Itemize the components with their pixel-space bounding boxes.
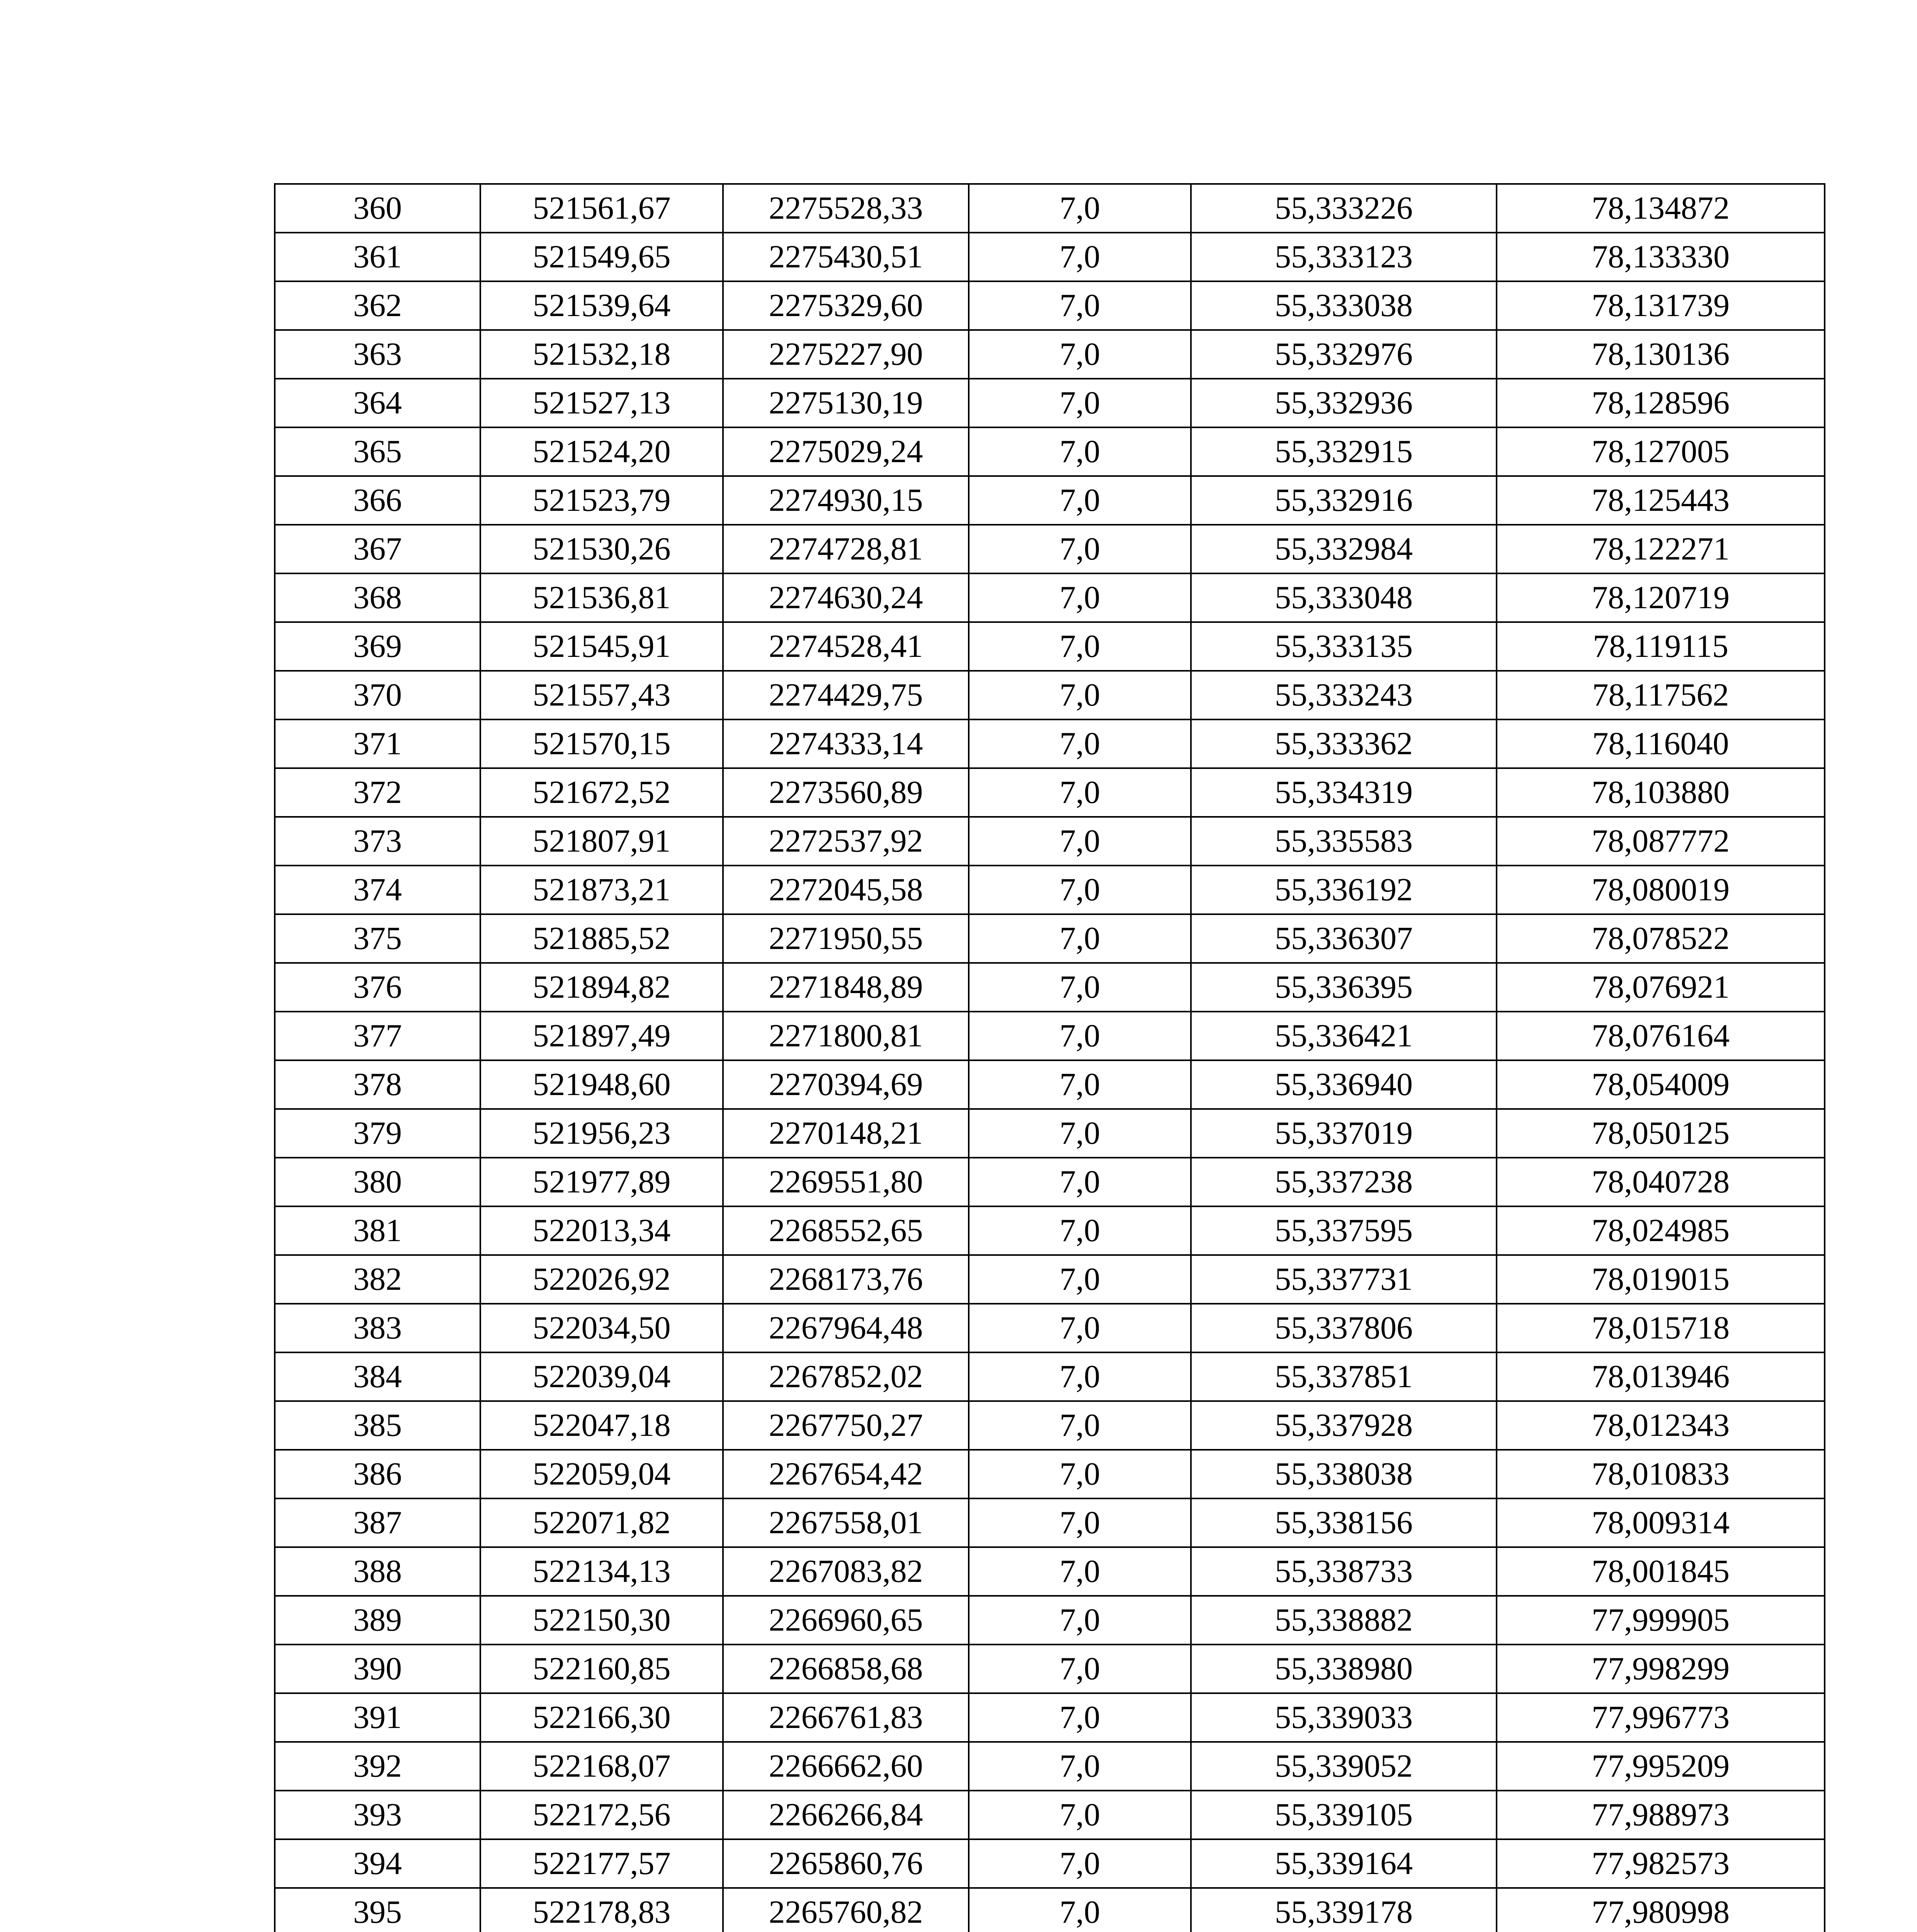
- latitude-cell: 55,336395: [1191, 963, 1497, 1012]
- y-coordinate-cell: 2272537,92: [723, 817, 969, 866]
- x-coordinate-cell: 521523,79: [480, 476, 723, 525]
- error-cell: 7,0: [969, 622, 1191, 671]
- table-row: [275, 1401, 1825, 1450]
- point-number-cell: 388: [275, 1547, 480, 1596]
- x-coordinate-cell: 521530,26: [480, 525, 723, 573]
- x-coordinate-cell: 521672,52: [480, 768, 723, 817]
- point-number-cell: 381: [275, 1206, 480, 1255]
- point-number-cell: 394: [275, 1839, 480, 1888]
- table-row: [275, 525, 1825, 573]
- x-coordinate-cell: 522039,04: [480, 1352, 723, 1401]
- error-cell: 7,0: [969, 719, 1191, 768]
- y-coordinate-cell: 2269551,80: [723, 1158, 969, 1206]
- error-cell: 7,0: [969, 427, 1191, 476]
- x-coordinate-cell: 522166,30: [480, 1693, 723, 1742]
- y-coordinate-cell: 2274333,14: [723, 719, 969, 768]
- longitude-cell: 78,133330: [1497, 233, 1825, 281]
- point-number-cell: 379: [275, 1109, 480, 1158]
- point-number-cell: 393: [275, 1791, 480, 1839]
- longitude-cell: 78,087772: [1497, 817, 1825, 866]
- longitude-cell: 78,024985: [1497, 1206, 1825, 1255]
- table-row: [275, 427, 1825, 476]
- point-number-cell: 390: [275, 1645, 480, 1693]
- latitude-cell: 55,333038: [1191, 281, 1497, 330]
- point-number-cell: 369: [275, 622, 480, 671]
- x-coordinate-cell: 521557,43: [480, 671, 723, 719]
- table-row: [275, 1158, 1825, 1206]
- table-row: [275, 1839, 1825, 1888]
- latitude-cell: 55,334319: [1191, 768, 1497, 817]
- longitude-cell: 78,080019: [1497, 866, 1825, 914]
- x-coordinate-cell: 521527,13: [480, 379, 723, 427]
- longitude-cell: 78,076164: [1497, 1012, 1825, 1060]
- point-number-cell: 380: [275, 1158, 480, 1206]
- latitude-cell: 55,333362: [1191, 719, 1497, 768]
- latitude-cell: 55,332916: [1191, 476, 1497, 525]
- y-coordinate-cell: 2267558,01: [723, 1498, 969, 1547]
- table-row: [275, 379, 1825, 427]
- latitude-cell: 55,333123: [1191, 233, 1497, 281]
- error-cell: 7,0: [969, 1547, 1191, 1596]
- error-cell: 7,0: [969, 1596, 1191, 1645]
- point-number-cell: 378: [275, 1060, 480, 1109]
- point-number-cell: 364: [275, 379, 480, 427]
- y-coordinate-cell: 2266662,60: [723, 1742, 969, 1791]
- error-cell: 7,0: [969, 1012, 1191, 1060]
- error-cell: 7,0: [969, 914, 1191, 963]
- x-coordinate-cell: 522134,13: [480, 1547, 723, 1596]
- point-number-cell: 365: [275, 427, 480, 476]
- x-coordinate-cell: 521545,91: [480, 622, 723, 671]
- y-coordinate-cell: 2265760,82: [723, 1888, 969, 1932]
- latitude-cell: 55,336940: [1191, 1060, 1497, 1109]
- x-coordinate-cell: 521536,81: [480, 573, 723, 622]
- coordinates-table-body: [275, 184, 1825, 1932]
- point-number-cell: 373: [275, 817, 480, 866]
- longitude-cell: 77,998299: [1497, 1645, 1825, 1693]
- error-cell: 7,0: [969, 1060, 1191, 1109]
- error-cell: 7,0: [969, 330, 1191, 379]
- x-coordinate-cell: 521807,91: [480, 817, 723, 866]
- latitude-cell: 55,333048: [1191, 573, 1497, 622]
- table-row: [275, 573, 1825, 622]
- x-coordinate-cell: 521894,82: [480, 963, 723, 1012]
- y-coordinate-cell: 2268173,76: [723, 1255, 969, 1304]
- x-coordinate-cell: 522026,92: [480, 1255, 723, 1304]
- table-row: [275, 671, 1825, 719]
- longitude-cell: 78,120719: [1497, 573, 1825, 622]
- longitude-cell: 78,078522: [1497, 914, 1825, 963]
- table-row: [275, 1888, 1825, 1932]
- x-coordinate-cell: 522168,07: [480, 1742, 723, 1791]
- y-coordinate-cell: 2271848,89: [723, 963, 969, 1012]
- y-coordinate-cell: 2267654,42: [723, 1450, 969, 1498]
- longitude-cell: 77,995209: [1497, 1742, 1825, 1791]
- latitude-cell: 55,336192: [1191, 866, 1497, 914]
- latitude-cell: 55,333226: [1191, 184, 1497, 233]
- point-number-cell: 366: [275, 476, 480, 525]
- table-row: [275, 1450, 1825, 1498]
- table-row: [275, 622, 1825, 671]
- longitude-cell: 77,996773: [1497, 1693, 1825, 1742]
- point-number-cell: 375: [275, 914, 480, 963]
- y-coordinate-cell: 2274930,15: [723, 476, 969, 525]
- point-number-cell: 384: [275, 1352, 480, 1401]
- x-coordinate-cell: 522150,30: [480, 1596, 723, 1645]
- error-cell: 7,0: [969, 1206, 1191, 1255]
- point-number-cell: 372: [275, 768, 480, 817]
- x-coordinate-cell: 522071,82: [480, 1498, 723, 1547]
- y-coordinate-cell: 2274728,81: [723, 525, 969, 573]
- point-number-cell: 385: [275, 1401, 480, 1450]
- point-number-cell: 392: [275, 1742, 480, 1791]
- error-cell: 7,0: [969, 1498, 1191, 1547]
- point-number-cell: 386: [275, 1450, 480, 1498]
- error-cell: 7,0: [969, 281, 1191, 330]
- table-row: [275, 719, 1825, 768]
- y-coordinate-cell: 2271800,81: [723, 1012, 969, 1060]
- longitude-cell: 78,050125: [1497, 1109, 1825, 1158]
- table-row: [275, 1352, 1825, 1401]
- y-coordinate-cell: 2273560,89: [723, 768, 969, 817]
- error-cell: 7,0: [969, 1888, 1191, 1932]
- longitude-cell: 78,134872: [1497, 184, 1825, 233]
- y-coordinate-cell: 2267750,27: [723, 1401, 969, 1450]
- longitude-cell: 78,054009: [1497, 1060, 1825, 1109]
- error-cell: 7,0: [969, 768, 1191, 817]
- point-number-cell: 370: [275, 671, 480, 719]
- longitude-cell: 78,119115: [1497, 622, 1825, 671]
- x-coordinate-cell: 521561,67: [480, 184, 723, 233]
- y-coordinate-cell: 2266960,65: [723, 1596, 969, 1645]
- longitude-cell: 78,076921: [1497, 963, 1825, 1012]
- error-cell: 7,0: [969, 1693, 1191, 1742]
- x-coordinate-cell: 522177,57: [480, 1839, 723, 1888]
- point-number-cell: 360: [275, 184, 480, 233]
- longitude-cell: 78,128596: [1497, 379, 1825, 427]
- y-coordinate-cell: 2265860,76: [723, 1839, 969, 1888]
- longitude-cell: 78,130136: [1497, 330, 1825, 379]
- x-coordinate-cell: 522047,18: [480, 1401, 723, 1450]
- table-row: [275, 1645, 1825, 1693]
- table-row: [275, 1791, 1825, 1839]
- table-row: [275, 330, 1825, 379]
- y-coordinate-cell: 2266761,83: [723, 1693, 969, 1742]
- x-coordinate-cell: 522059,04: [480, 1450, 723, 1498]
- y-coordinate-cell: 2266266,84: [723, 1791, 969, 1839]
- error-cell: 7,0: [969, 1401, 1191, 1450]
- latitude-cell: 55,339052: [1191, 1742, 1497, 1791]
- longitude-cell: 78,040728: [1497, 1158, 1825, 1206]
- y-coordinate-cell: 2266858,68: [723, 1645, 969, 1693]
- table-row: [275, 1206, 1825, 1255]
- x-coordinate-cell: 521524,20: [480, 427, 723, 476]
- point-number-cell: 376: [275, 963, 480, 1012]
- y-coordinate-cell: 2275329,60: [723, 281, 969, 330]
- latitude-cell: 55,337019: [1191, 1109, 1497, 1158]
- longitude-cell: 77,988973: [1497, 1791, 1825, 1839]
- point-number-cell: 368: [275, 573, 480, 622]
- latitude-cell: 55,338156: [1191, 1498, 1497, 1547]
- y-coordinate-cell: 2272045,58: [723, 866, 969, 914]
- latitude-cell: 55,336421: [1191, 1012, 1497, 1060]
- latitude-cell: 55,332976: [1191, 330, 1497, 379]
- latitude-cell: 55,339033: [1191, 1693, 1497, 1742]
- y-coordinate-cell: 2275130,19: [723, 379, 969, 427]
- point-number-cell: 382: [275, 1255, 480, 1304]
- y-coordinate-cell: 2274630,24: [723, 573, 969, 622]
- point-number-cell: 367: [275, 525, 480, 573]
- point-number-cell: 363: [275, 330, 480, 379]
- table-row: [275, 963, 1825, 1012]
- point-number-cell: 389: [275, 1596, 480, 1645]
- table-row: [275, 476, 1825, 525]
- y-coordinate-cell: 2268552,65: [723, 1206, 969, 1255]
- x-coordinate-cell: 521873,21: [480, 866, 723, 914]
- x-coordinate-cell: 521532,18: [480, 330, 723, 379]
- longitude-cell: 78,131739: [1497, 281, 1825, 330]
- table-row: [275, 1547, 1825, 1596]
- latitude-cell: 55,339164: [1191, 1839, 1497, 1888]
- latitude-cell: 55,337928: [1191, 1401, 1497, 1450]
- error-cell: 7,0: [969, 1645, 1191, 1693]
- latitude-cell: 55,332984: [1191, 525, 1497, 573]
- latitude-cell: 55,337595: [1191, 1206, 1497, 1255]
- point-number-cell: 371: [275, 719, 480, 768]
- latitude-cell: 55,337851: [1191, 1352, 1497, 1401]
- table-row: [275, 1255, 1825, 1304]
- point-number-cell: 395: [275, 1888, 480, 1932]
- longitude-cell: 78,127005: [1497, 427, 1825, 476]
- y-coordinate-cell: 2275029,24: [723, 427, 969, 476]
- table-row: [275, 1012, 1825, 1060]
- table-row: [275, 1742, 1825, 1791]
- y-coordinate-cell: 2274528,41: [723, 622, 969, 671]
- y-coordinate-cell: 2271950,55: [723, 914, 969, 963]
- y-coordinate-cell: 2270394,69: [723, 1060, 969, 1109]
- x-coordinate-cell: 521897,49: [480, 1012, 723, 1060]
- error-cell: 7,0: [969, 573, 1191, 622]
- latitude-cell: 55,337806: [1191, 1304, 1497, 1352]
- longitude-cell: 78,116040: [1497, 719, 1825, 768]
- coordinates-table: [274, 183, 1825, 1932]
- table-row: [275, 1693, 1825, 1742]
- point-number-cell: 361: [275, 233, 480, 281]
- y-coordinate-cell: 2270148,21: [723, 1109, 969, 1158]
- x-coordinate-cell: 521570,15: [480, 719, 723, 768]
- x-coordinate-cell: 521977,89: [480, 1158, 723, 1206]
- latitude-cell: 55,337238: [1191, 1158, 1497, 1206]
- y-coordinate-cell: 2267852,02: [723, 1352, 969, 1401]
- longitude-cell: 78,019015: [1497, 1255, 1825, 1304]
- error-cell: 7,0: [969, 1450, 1191, 1498]
- error-cell: 7,0: [969, 1839, 1191, 1888]
- error-cell: 7,0: [969, 1352, 1191, 1401]
- table-row: [275, 184, 1825, 233]
- error-cell: 7,0: [969, 525, 1191, 573]
- error-cell: 7,0: [969, 184, 1191, 233]
- table-row: [275, 914, 1825, 963]
- x-coordinate-cell: 521956,23: [480, 1109, 723, 1158]
- longitude-cell: 78,012343: [1497, 1401, 1825, 1450]
- x-coordinate-cell: 521885,52: [480, 914, 723, 963]
- table-row: [275, 281, 1825, 330]
- table-row: [275, 768, 1825, 817]
- latitude-cell: 55,338733: [1191, 1547, 1497, 1596]
- y-coordinate-cell: 2274429,75: [723, 671, 969, 719]
- x-coordinate-cell: 522034,50: [480, 1304, 723, 1352]
- latitude-cell: 55,335583: [1191, 817, 1497, 866]
- latitude-cell: 55,333243: [1191, 671, 1497, 719]
- table-row: [275, 1498, 1825, 1547]
- error-cell: 7,0: [969, 233, 1191, 281]
- x-coordinate-cell: 521539,64: [480, 281, 723, 330]
- error-cell: 7,0: [969, 963, 1191, 1012]
- point-number-cell: 377: [275, 1012, 480, 1060]
- latitude-cell: 55,339105: [1191, 1791, 1497, 1839]
- longitude-cell: 78,001845: [1497, 1547, 1825, 1596]
- longitude-cell: 78,013946: [1497, 1352, 1825, 1401]
- point-number-cell: 391: [275, 1693, 480, 1742]
- latitude-cell: 55,337731: [1191, 1255, 1497, 1304]
- x-coordinate-cell: 521948,60: [480, 1060, 723, 1109]
- table-row: [275, 866, 1825, 914]
- longitude-cell: 78,103880: [1497, 768, 1825, 817]
- y-coordinate-cell: 2275528,33: [723, 184, 969, 233]
- x-coordinate-cell: 522178,83: [480, 1888, 723, 1932]
- x-coordinate-cell: 522172,56: [480, 1791, 723, 1839]
- point-number-cell: 383: [275, 1304, 480, 1352]
- error-cell: 7,0: [969, 379, 1191, 427]
- latitude-cell: 55,338038: [1191, 1450, 1497, 1498]
- table-row: [275, 233, 1825, 281]
- table-row: [275, 1060, 1825, 1109]
- error-cell: 7,0: [969, 671, 1191, 719]
- error-cell: 7,0: [969, 866, 1191, 914]
- longitude-cell: 78,122271: [1497, 525, 1825, 573]
- point-number-cell: 362: [275, 281, 480, 330]
- error-cell: 7,0: [969, 1255, 1191, 1304]
- y-coordinate-cell: 2267964,48: [723, 1304, 969, 1352]
- longitude-cell: 78,015718: [1497, 1304, 1825, 1352]
- error-cell: 7,0: [969, 1109, 1191, 1158]
- longitude-cell: 78,009314: [1497, 1498, 1825, 1547]
- longitude-cell: 78,117562: [1497, 671, 1825, 719]
- y-coordinate-cell: 2275227,90: [723, 330, 969, 379]
- y-coordinate-cell: 2267083,82: [723, 1547, 969, 1596]
- latitude-cell: 55,338882: [1191, 1596, 1497, 1645]
- table-row: [275, 1304, 1825, 1352]
- longitude-cell: 78,010833: [1497, 1450, 1825, 1498]
- table-row: [275, 817, 1825, 866]
- latitude-cell: 55,339178: [1191, 1888, 1497, 1932]
- error-cell: 7,0: [969, 1304, 1191, 1352]
- error-cell: 7,0: [969, 1791, 1191, 1839]
- x-coordinate-cell: 522013,34: [480, 1206, 723, 1255]
- longitude-cell: 77,982573: [1497, 1839, 1825, 1888]
- error-cell: 7,0: [969, 817, 1191, 866]
- x-coordinate-cell: 521549,65: [480, 233, 723, 281]
- table-row: [275, 1596, 1825, 1645]
- error-cell: 7,0: [969, 1158, 1191, 1206]
- latitude-cell: 55,333135: [1191, 622, 1497, 671]
- latitude-cell: 55,336307: [1191, 914, 1497, 963]
- x-coordinate-cell: 522160,85: [480, 1645, 723, 1693]
- error-cell: 7,0: [969, 1742, 1191, 1791]
- point-number-cell: 387: [275, 1498, 480, 1547]
- longitude-cell: 77,980998: [1497, 1888, 1825, 1932]
- latitude-cell: 55,332915: [1191, 427, 1497, 476]
- error-cell: 7,0: [969, 476, 1191, 525]
- latitude-cell: 55,338980: [1191, 1645, 1497, 1693]
- longitude-cell: 78,125443: [1497, 476, 1825, 525]
- table-row: [275, 1109, 1825, 1158]
- longitude-cell: 77,999905: [1497, 1596, 1825, 1645]
- point-number-cell: 374: [275, 866, 480, 914]
- y-coordinate-cell: 2275430,51: [723, 233, 969, 281]
- latitude-cell: 55,332936: [1191, 379, 1497, 427]
